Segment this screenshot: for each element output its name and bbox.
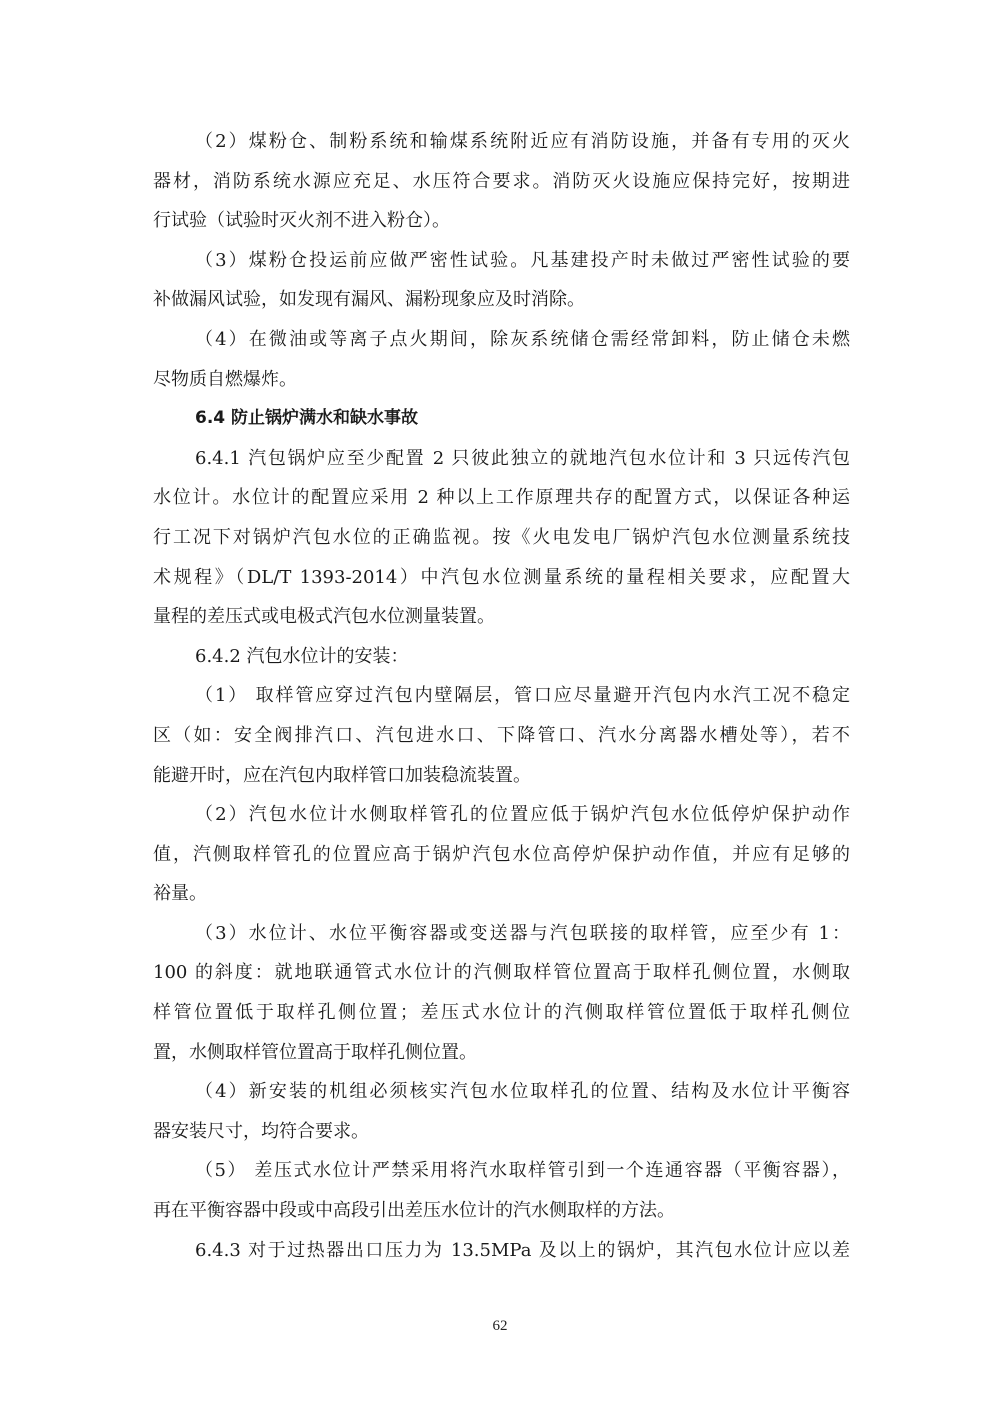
section-heading: 6.4 防止锅炉满水和缺水事故 xyxy=(195,408,419,429)
paragraph-line: （3）水位计、水位平衡容器或变送器与汽包联接的取样管，应至少有 1： xyxy=(195,922,850,944)
paragraph-line: 样管位置低于取样孔侧位置；差压式水位计的汽侧取样管位置低于取样孔侧位 xyxy=(153,1002,850,1024)
paragraph-line: 置，水侧取样管位置高于取样孔侧位置。 xyxy=(153,1041,477,1063)
paragraph-line: 尽物质自燃爆炸。 xyxy=(153,368,297,390)
paragraph-line: 6.4.2 汽包水位计的安装： xyxy=(195,645,409,667)
paragraph-line: 行工况下对锅炉汽包水位的正确监视。按《火电发电厂锅炉汽包水位测量系统技 xyxy=(153,526,850,548)
paragraph-line: （2）煤粉仓、制粉系统和输煤系统附近应有消防设施，并备有专用的灭火 xyxy=(195,131,850,152)
paragraph-line: 再在平衡容器中段或中高段引出差压水位计的汽水侧取样的方法。 xyxy=(153,1200,675,1222)
paragraph-line: （1） 取样管应穿过汽包内壁隔层，管口应尽量避开汽包内水汽工况不稳定 xyxy=(195,685,850,707)
paragraph-line: 量程的差压式或电极式汽包水位测量装置。 xyxy=(153,606,495,628)
paragraph-line: （4）新安装的机组必须核实汽包水位取样孔的位置、结构及水位计平衡容 xyxy=(195,1081,850,1103)
paragraph-line: 行试验（试验时灭火剂不进入粉仓）。 xyxy=(153,210,450,232)
paragraph-line: 6.4.3 对于过热器出口压力为 13.5MPa 及以上的锅炉，其汽包水位计应以差 xyxy=(195,1239,850,1261)
paragraph-line: 术规程》（DL/T 1393-2014）中汽包水位测量系统的量程相关要求，应配置大 xyxy=(153,566,850,588)
paragraph-line: （2）汽包水位计水侧取样管孔的位置应低于锅炉汽包水位低停炉保护动作 xyxy=(195,804,850,826)
paragraph-line: 水位计。水位计的配置应采用 2 种以上工作原理共存的配置方式，以保证各种运 xyxy=(153,487,850,509)
paragraph-line: （5） 差压式水位计严禁采用将汽水取样管引到一个连通容器（平衡容器）， xyxy=(195,1160,850,1182)
body-text xyxy=(153,122,850,1270)
paragraph-line: 裕量。 xyxy=(153,883,207,905)
page-number: 62 xyxy=(492,1318,508,1334)
paragraph-line: 值，汽侧取样管孔的位置应高于锅炉汽包水位高停炉保护动作值，并应有足够的 xyxy=(153,843,850,865)
paragraph-line: （4）在微油或等离子点火期间，除灰系统储仓需经常卸料，防止储仓未燃 xyxy=(195,328,850,350)
paragraph-line: 器安装尺寸，均符合要求。 xyxy=(153,1120,369,1142)
paragraph-line: 区（如：安全阀排汽口、汽包进水口、下降管口、汽水分离器水槽处等），若不 xyxy=(153,724,850,746)
paragraph-line: 6.4.1 汽包锅炉应至少配置 2 只彼此独立的就地汽包水位计和 3 只远传汽包 xyxy=(195,447,850,469)
paragraph-line: 100 的斜度：就地联通管式水位计的汽侧取样管位置高于取样孔侧位置，水侧取 xyxy=(153,962,850,984)
paragraph-line: 能避开时，应在汽包内取样管口加装稳流装置。 xyxy=(153,764,531,786)
paragraph-line: 器材，消防系统水源应充足、水压符合要求。消防灭火设施应保持完好，按期进 xyxy=(153,170,850,192)
paragraph-line: 补做漏风试验，如发现有漏风、漏粉现象应及时消除。 xyxy=(153,289,585,311)
paragraph-line: （3）煤粉仓投运前应做严密性试验。凡基建投产时未做过严密性试验的要 xyxy=(195,249,850,271)
